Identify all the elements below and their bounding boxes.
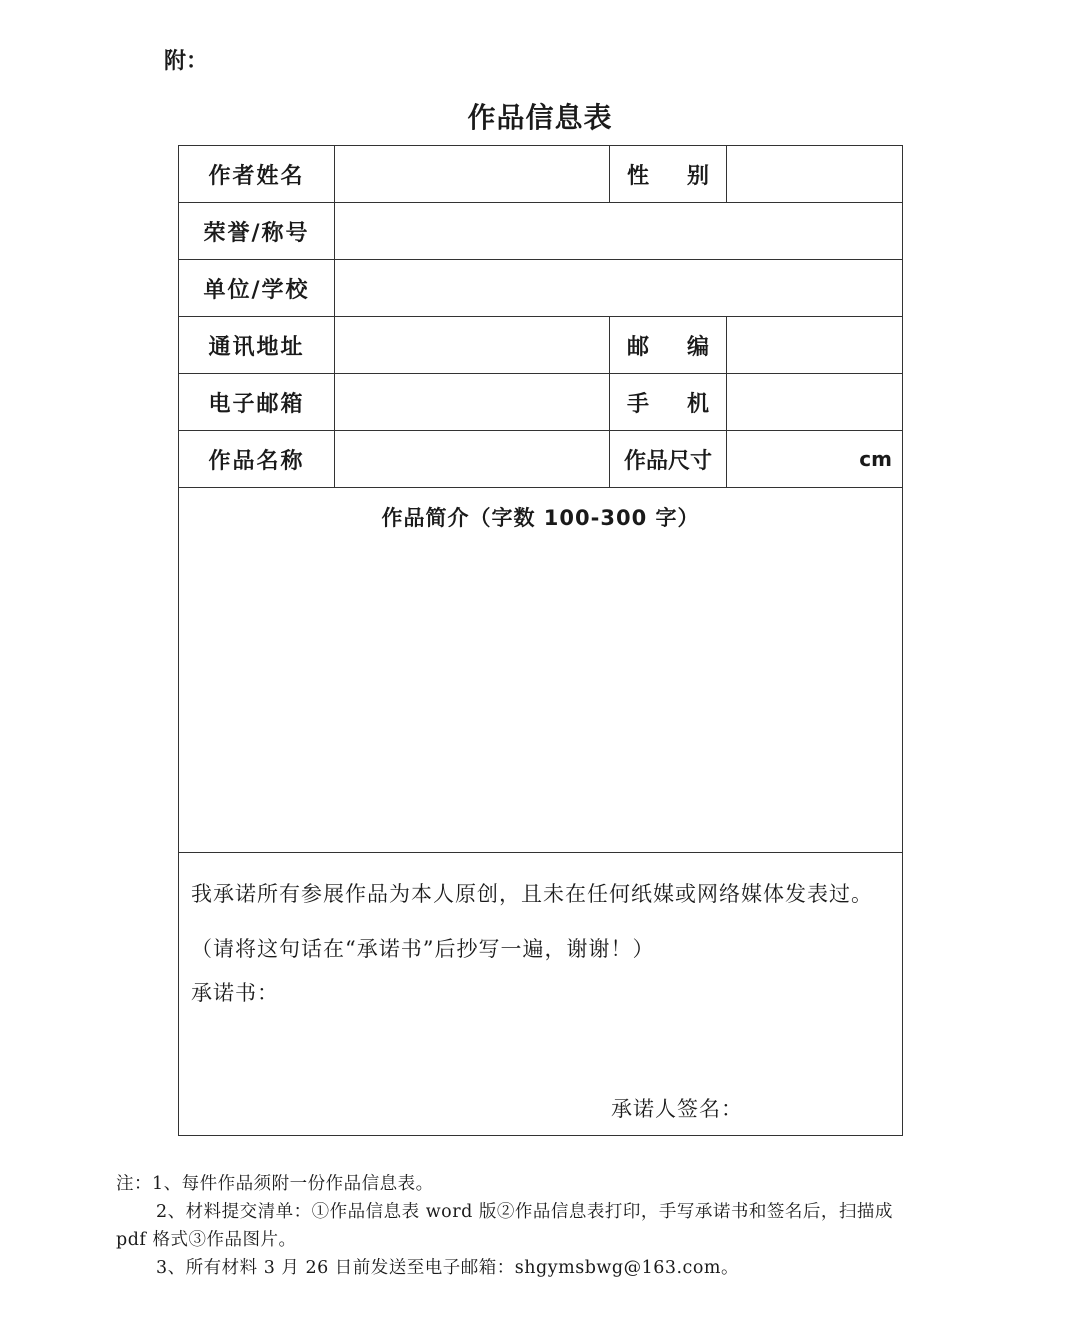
phone-label	[610, 374, 727, 431]
work-size-unit: cm	[859, 447, 892, 471]
gender-label-b: 别	[687, 163, 710, 189]
postcode-label-b: 编	[687, 334, 710, 360]
gender-label	[610, 146, 727, 203]
work-name-field[interactable]	[335, 431, 610, 488]
postcode-label-a: 邮	[626, 334, 649, 360]
address-field[interactable]	[335, 317, 610, 374]
attachment-label: 附：	[164, 49, 209, 74]
work-size-label: 作品尺寸	[610, 431, 727, 488]
note-2	[116, 1198, 921, 1254]
intro-area[interactable]	[179, 488, 903, 853]
postcode-field[interactable]	[727, 317, 903, 374]
row-intro	[179, 488, 903, 853]
author-name-label: 作者姓名	[179, 146, 335, 203]
address-label: 通讯地址	[179, 317, 335, 374]
postcode-label	[610, 317, 727, 374]
gender-field[interactable]	[727, 146, 903, 203]
row-email	[179, 374, 903, 431]
note-2-text: 2、材料提交清单：①作品信息表 word 版②作品信息表打印，手写承诺书和签名后，扫描成 pdf 格式③作品图片。	[116, 1202, 893, 1250]
honor-field[interactable]	[335, 203, 903, 260]
unit-label: 单位/学校	[179, 260, 335, 317]
notes-section	[116, 1170, 921, 1282]
phone-field[interactable]	[727, 374, 903, 431]
phone-label-b: 机	[687, 391, 710, 417]
work-name-label: 作品名称	[179, 431, 335, 488]
phone-label-a: 手	[626, 391, 649, 417]
row-address	[179, 317, 903, 374]
signature-label: 承诺人签名：	[611, 1097, 743, 1121]
row-author	[179, 146, 903, 203]
email-label: 电子邮箱	[179, 374, 335, 431]
note-1: 注：1、每件作品须附一份作品信息表。	[116, 1174, 434, 1194]
row-pledge	[179, 853, 903, 1136]
pledge-text: 我承诺所有参展作品为本人原创，且未在任何纸媒或网络媒体发表过。（请将这句话在“承诺书”后抄写一遍，谢谢！）	[191, 882, 873, 961]
honor-label: 荣誉/称号	[179, 203, 335, 260]
page-title: 作品信息表	[467, 101, 613, 134]
gender-label-a: 性	[626, 163, 649, 189]
pledge-area[interactable]	[179, 853, 903, 1136]
note-3: 3、所有材料 3 月 26 日前发送至电子邮箱：shgymsbwg@163.com。	[156, 1258, 739, 1278]
row-honor	[179, 203, 903, 260]
intro-heading: 作品简介（字数 100-300 字）	[381, 506, 700, 530]
email-field[interactable]	[335, 374, 610, 431]
author-name-field[interactable]	[335, 146, 610, 203]
pledge-label: 承诺书：	[191, 981, 279, 1005]
info-form-table	[178, 145, 903, 1136]
unit-field[interactable]	[335, 260, 903, 317]
row-unit	[179, 260, 903, 317]
work-size-field[interactable]	[727, 431, 903, 488]
row-work	[179, 431, 903, 488]
